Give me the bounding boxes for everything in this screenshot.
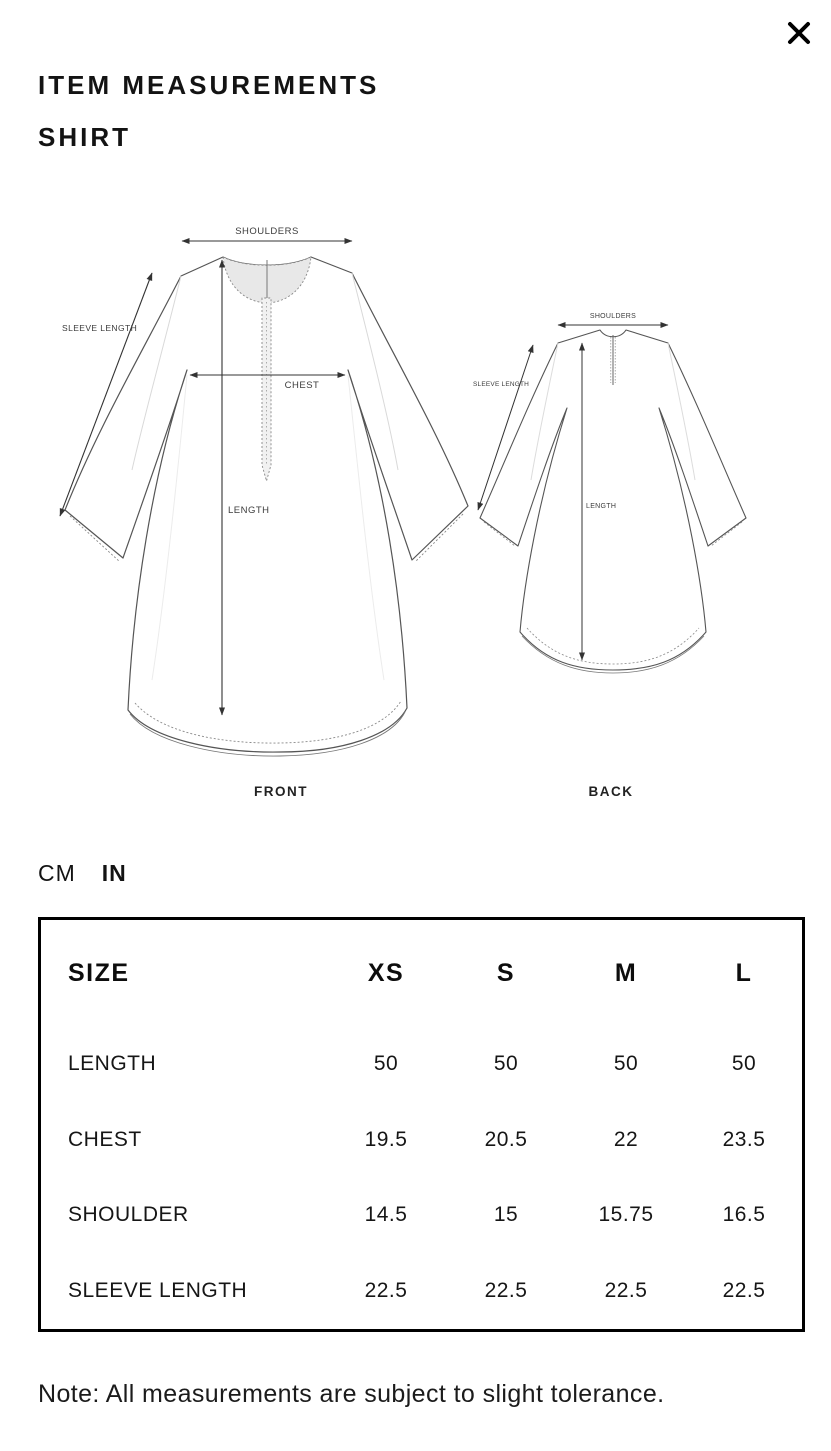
measurement-value: 22.5 (484, 1279, 528, 1303)
row-label: CHEST (68, 1127, 142, 1151)
back-caption: BACK (588, 784, 634, 799)
row-label: SLEEVE LENGTH (68, 1279, 248, 1303)
unit-in-button[interactable]: IN (101, 860, 127, 886)
col-header-xs: XS (367, 958, 405, 987)
page-title: ITEM MEASUREMENTS (38, 70, 380, 100)
table-row-length (41, 1026, 802, 1102)
measurement-value: 22.5 (722, 1279, 766, 1303)
measurement-value: 15 (493, 1203, 519, 1227)
back-shoulders-label: SHOULDERS (589, 313, 637, 320)
front-shoulders-label: SHOULDERS (235, 226, 299, 237)
measurement-value: 22.5 (364, 1279, 408, 1303)
back-length-label: LENGTH (586, 503, 617, 510)
shirt-sketch (40, 170, 790, 830)
table-row-sleeve-length (41, 1253, 802, 1329)
table-row-shoulder (41, 1178, 802, 1254)
size-table (38, 917, 805, 1332)
measurement-value: 16.5 (722, 1203, 766, 1227)
unit-toggle (38, 860, 127, 887)
measurement-value: 20.5 (484, 1127, 528, 1151)
unit-cm-button[interactable]: CM (38, 860, 76, 886)
front-sleeve-length-label: SLEEVE LENGTH (62, 323, 138, 333)
measurement-value: 19.5 (364, 1127, 408, 1151)
measurement-value: 23.5 (722, 1127, 766, 1151)
measurement-value: 22.5 (604, 1279, 648, 1303)
measurement-value: 50 (373, 1051, 399, 1075)
measurement-value: 14.5 (364, 1203, 408, 1227)
measurement-value: 22 (613, 1127, 639, 1151)
row-label: LENGTH (68, 1051, 157, 1075)
front-length-label: LENGTH (228, 505, 270, 516)
measurement-value: 50 (731, 1051, 757, 1075)
close-icon (785, 19, 813, 47)
measurement-value: 50 (613, 1051, 639, 1075)
measurement-diagram (40, 170, 790, 830)
col-header-m: M (614, 958, 638, 987)
tolerance-note: Note: All measurements are subject to slight tolerance. (38, 1380, 665, 1408)
measurement-value: 15.75 (598, 1203, 654, 1227)
front-chest-label: CHEST (284, 380, 320, 391)
col-header-s: S (496, 958, 516, 987)
front-caption: FRONT (254, 784, 308, 799)
table-row-chest (41, 1102, 802, 1178)
col-header-l: L (735, 958, 753, 987)
measurement-value: 50 (493, 1051, 519, 1075)
size-column-header: SIZE (68, 958, 130, 987)
close-button[interactable] (783, 17, 815, 49)
back-sleeve-length-label: SLEEVE LENGTH (473, 381, 530, 388)
table-header-row (41, 920, 802, 1026)
item-name: SHIRT (38, 122, 131, 152)
row-label: SHOULDER (68, 1203, 189, 1227)
